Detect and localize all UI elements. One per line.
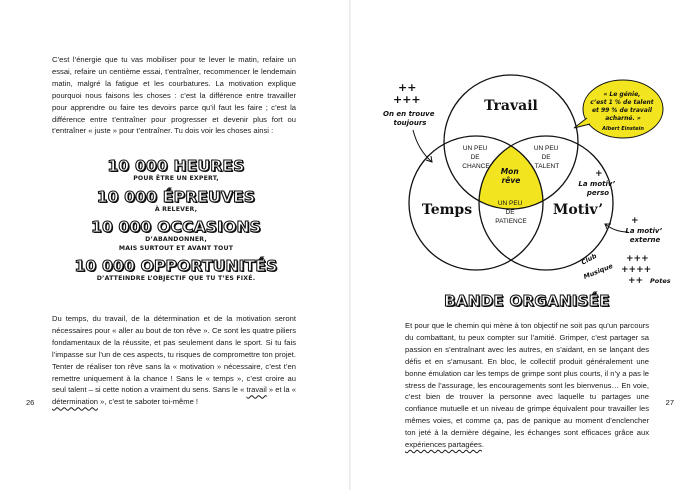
underlined-experiences: expériences partagées (405, 440, 482, 450)
on-en-trouve-toujours: On en trouve toujours (383, 110, 435, 127)
list-epreuves: 10 000 ÉPREUVES (96, 187, 256, 206)
motiv-perso: La motiv’ perso (578, 180, 616, 197)
quote-bubble-tail (574, 118, 590, 128)
list-opportunites-sub: D’ATTEINDRE L’OBJECTIF QUE TU T’ES FIXÉ. (96, 275, 256, 282)
list-heures-sub: POUR ÊTRE UN EXPERT, (133, 175, 219, 182)
label-temps: Temps (421, 202, 473, 218)
section-heading: BANDE ORGANISÉE (444, 292, 610, 310)
center-mon-reve: Mon rêve (500, 167, 521, 185)
plus-row-1: +++ (626, 254, 649, 264)
label-potes: Potes (650, 277, 671, 285)
right-text-2: . (481, 440, 484, 450)
motiv-externe: La motiv’ externe (625, 227, 663, 244)
label-musique: Musique (582, 261, 614, 281)
plus-row-2: ++++ (621, 265, 652, 275)
right-text-1: Et pour que le chemin qui mène à ton objectif ne soit pas qu’un parcours du combattant, tu peux compter sur l’amitié. Grimper, c’est partager sa passion en s’entraînant avec les autres, en s’aidant, en se lançant des défis et en s’amusant. En bloc, le collectif produit généralement une bonne émulation car les temps de grimpe sont plus courts, il n’y a pas le stress de l’assurage, les encouragements sont les bienvenus… En voie, c’est bien de trouver la personne avec laquelle tu partages une confiance mutuelle et un niveau de grimpe équivalent pour travailler les mêmes voies, et comme ça, pas de panique au moment d’enclencher ton jeté à la dernière dégaine, les échanges sont efficaces grâce aux (405, 321, 649, 438)
bottom-left-text-3: », c’est te saboter toi-même ! (98, 397, 199, 407)
label-travail: Travail (484, 98, 538, 114)
page-number-left: 26 (26, 398, 35, 407)
list-heures: 10 000 HEURES (107, 157, 245, 175)
overlap-talent: UN PEU DE TALENT (533, 145, 560, 170)
label-motiv: Motiv’ (552, 202, 604, 218)
plus-row-3: ++ (628, 276, 644, 286)
list-epreuves-sub: À RELEVER, (154, 205, 198, 213)
label-club: Club (579, 251, 599, 267)
overlap-patience: UN PEU DE PATIENCE (495, 200, 527, 225)
page-number-right: 27 (665, 398, 674, 407)
arrow-temps (413, 130, 432, 162)
intro-paragraph: C’est l’énergie que tu vas mobiliser pour te lever le matin, refaire un essai, refaire un centième essai, t’entraîner, recommencer le lendemain matin, malgré la fatigue et les courbatures. La motivation explique pourquoi nous faisons les choses : c’est la différence entre travailler pour apprendre ou faire tes devoirs parce qu’il faut les faire ; c’est la différence entre t’entraîner pour progresser et devenir plus fort ou t’entraîner « juste » pour t’entraîner. Tu dois voir les choses ainsi : (52, 55, 296, 136)
list-opportunites: 10 000 OPPORTUNITÉS (74, 257, 278, 275)
plus-perso: + (595, 169, 603, 179)
plus-top-left-2: +++ (393, 93, 421, 106)
bottom-left-text-1: Du temps, du travail, de la détermination et de la motivation seront nécessaires pour « aller au bout de ton rêve ». Ce sont les quatre piliers fondamentaux de la réussite, et pas seulement dans le sport. Si tu fais l’impasse sur l’un de ces aspects, tu risques de compromettre ton projet. Tenter de réaliser ton rêve sans la « motivation » nécessaire, c’est t’en remettre uniquement à la chance ! Sans le « temps », c’est croire au seul talent – si cette notion a vraiment du sens. Sans le « (52, 314, 296, 395)
bottom-left-text-2: » et la « (266, 385, 296, 395)
list-occasions-sub-1: D’ABANDONNER, (145, 236, 207, 243)
overlap-chance: UN PEU DE CHANCE (462, 145, 490, 170)
underlined-travail: travail (246, 385, 267, 395)
right-paragraph (405, 320, 649, 451)
plus-externe: + (631, 216, 639, 226)
quote-author: Albert Einstein (602, 126, 644, 132)
quote-text: « Le génie, c’est 1 % de talent et 99 % de travail acharné. » (590, 91, 654, 122)
underlined-determination: détermination (52, 397, 99, 407)
list-occasions-sub-2: MAIS SURTOUT ET AVANT TOUT (118, 244, 234, 252)
list-occasions: 10 000 OCCASIONS (90, 218, 262, 236)
plus-top-left-1: ++ (398, 81, 417, 94)
